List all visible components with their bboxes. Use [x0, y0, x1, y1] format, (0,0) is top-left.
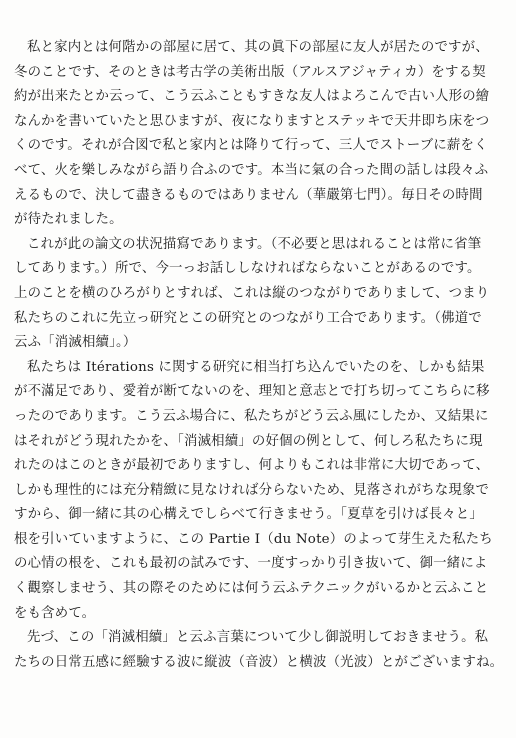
- text-line: これが此の論文の状況描寫であります。（不必要と思はれることは常に省筆: [27, 236, 482, 252]
- text-line: 約が出来たとか云って、こう云ふこともすきな友人はよろこんで古い人形の繪: [14, 89, 490, 105]
- text-line: 私と家内とは何階かの部屋に居て、其の眞下の部屋に友人が居たのですが、: [27, 40, 489, 55]
- text-line: れたのはこのときが最初でありますし、何よりもこれは非常に大切であって、: [14, 458, 490, 474]
- paragraph-4: [14, 626, 508, 675]
- text-line: 根を引いていますように、この Partie I（du Note）のよって芽生えた私たち: [14, 531, 493, 547]
- text-line: しかも理性的には充分精緻に見なければ分らないため、見落されがちな現象で: [14, 482, 490, 498]
- text-line: べて、火を樂しみながら語り合ふのです。本当に氣の合った間の話しは段々ふ: [14, 162, 489, 178]
- text-line: 冬のことです、そのときは考古学の美術出版（アルスアジャティカ）をする契: [14, 64, 486, 80]
- text-line: をも含めて。: [14, 605, 96, 621]
- text-line: たちの日常五感に經驗する波に縦波（音波）と横波（光波）とがございますね。: [14, 654, 504, 670]
- text-line: の心情の根を、これも最初の試みです、一度すっかり引き抜いて、御一緒によ: [14, 556, 488, 572]
- text-line: が不滿足であり、愛着が断てないのを、理知と意志とで打ち切ってこちらに移: [14, 384, 490, 400]
- text-line: ったのであります。こう云ふ場合に、私たちがどう云ふ風にしたか、又結果に: [14, 408, 489, 424]
- text-line: 云ふ「消滅相續」。）: [14, 335, 137, 351]
- text-line: なんかを書いていたと思ひますが、夜になりますとステッキで天井即ち床をつ: [14, 113, 490, 129]
- text-line: く觀察しませう、其の際そのためには何う云ふテクニックがいるかと云ふこと: [14, 581, 489, 597]
- paragraph-2: [14, 233, 508, 356]
- text-line: 先づ、この「消滅相續」と云ふ言葉について少し御説明しておきませう。私: [27, 630, 489, 646]
- text-line: が待たれました。: [14, 212, 123, 228]
- manuscript-body: [14, 36, 508, 675]
- text-line: 私たちは Itérations に関する研究に相当打ち込んでいたのを、しかも結果: [27, 359, 485, 375]
- text-line: 上のことを横のひろがりとすれば、これは縦のつながりでありまして、つまり: [14, 285, 490, 301]
- text-line: 私たちのこれに先立っ研究とこの研究とのつながり工合であります。（佛道で: [14, 310, 482, 326]
- paragraph-1: [14, 36, 508, 233]
- text-line: してあります。）所で、今一っお話ししなければならないことがあるのです。: [14, 261, 481, 277]
- text-line: くのです。それが合図で私と家内とは降りて行って、三人でストーブに薪をく: [14, 138, 488, 154]
- text-line: はそれがどう現れたかを、「消滅相續」の好個の例として、何しろ私たちに現: [14, 433, 483, 449]
- text-line: すから、御一緒に其の心構えでしらべて行きませう。「夏草を引けば長々と」: [14, 507, 483, 523]
- paragraph-3: [14, 356, 508, 627]
- text-line: えるもので、決して盡きるものではありません（華嚴第七門）。毎日その時間: [14, 187, 483, 203]
